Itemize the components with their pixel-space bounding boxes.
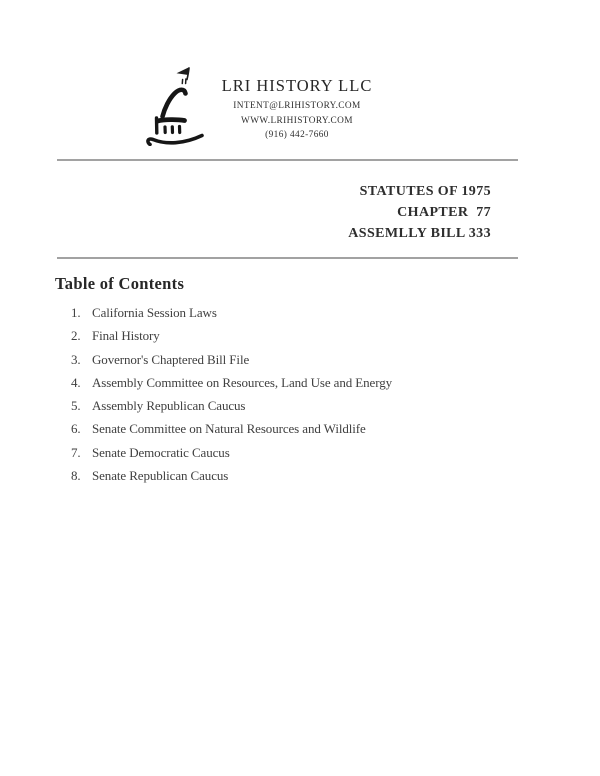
letterhead [167,76,427,143]
toc-row [71,375,392,398]
toc-list [71,305,392,491]
toc-row [71,305,392,328]
org-name: LRI HISTORY LLC [221,76,373,95]
statute-line: ASSEMLLY BILL 333 [348,226,491,241]
toc-row [71,421,392,444]
org-email: INTENT@LRIHISTORY.COM [233,101,361,111]
toc-item-label: Governor's Chaptered Bill File [92,351,250,367]
org-website: WWW.LRIHISTORY.COM [241,115,353,126]
toc-item-label: Senate Committee on Natural Resources and Wildlife [92,421,366,437]
toc-row [71,468,392,491]
statutes-heading [348,181,491,244]
toc-item-label: California Session Laws [92,305,217,320]
toc-row [71,445,392,468]
toc-row [71,352,392,375]
toc-number: 2. [71,328,81,344]
divider-middle [57,257,518,259]
toc-row [71,398,392,421]
toc-item-label: Senate Republican Caucus [92,468,229,484]
toc-item-label: Final History [92,328,160,344]
toc-item-label: Senate Democratic Caucus [92,444,230,460]
toc-title: Table of Contents [55,274,185,293]
toc-number: 5. [71,398,81,414]
toc-item-label: Assembly Republican Caucus [92,398,246,414]
statute-line: CHAPTER 77 [397,205,491,220]
toc-number: 7. [71,444,81,460]
divider-top [57,159,518,161]
toc-item-label: Assembly Committee on Resources, Land Use and Energy [92,374,393,390]
org-phone: (916) 442-7660 [265,130,329,141]
toc-number: 8. [71,468,81,484]
toc-number: 6. [71,421,81,437]
toc-number: 3. [71,351,81,367]
statute-line: STATUTES OF 1975 [359,184,491,199]
toc-number: 1. [71,305,81,320]
toc-number: 4. [71,374,81,390]
toc-row [71,328,392,351]
